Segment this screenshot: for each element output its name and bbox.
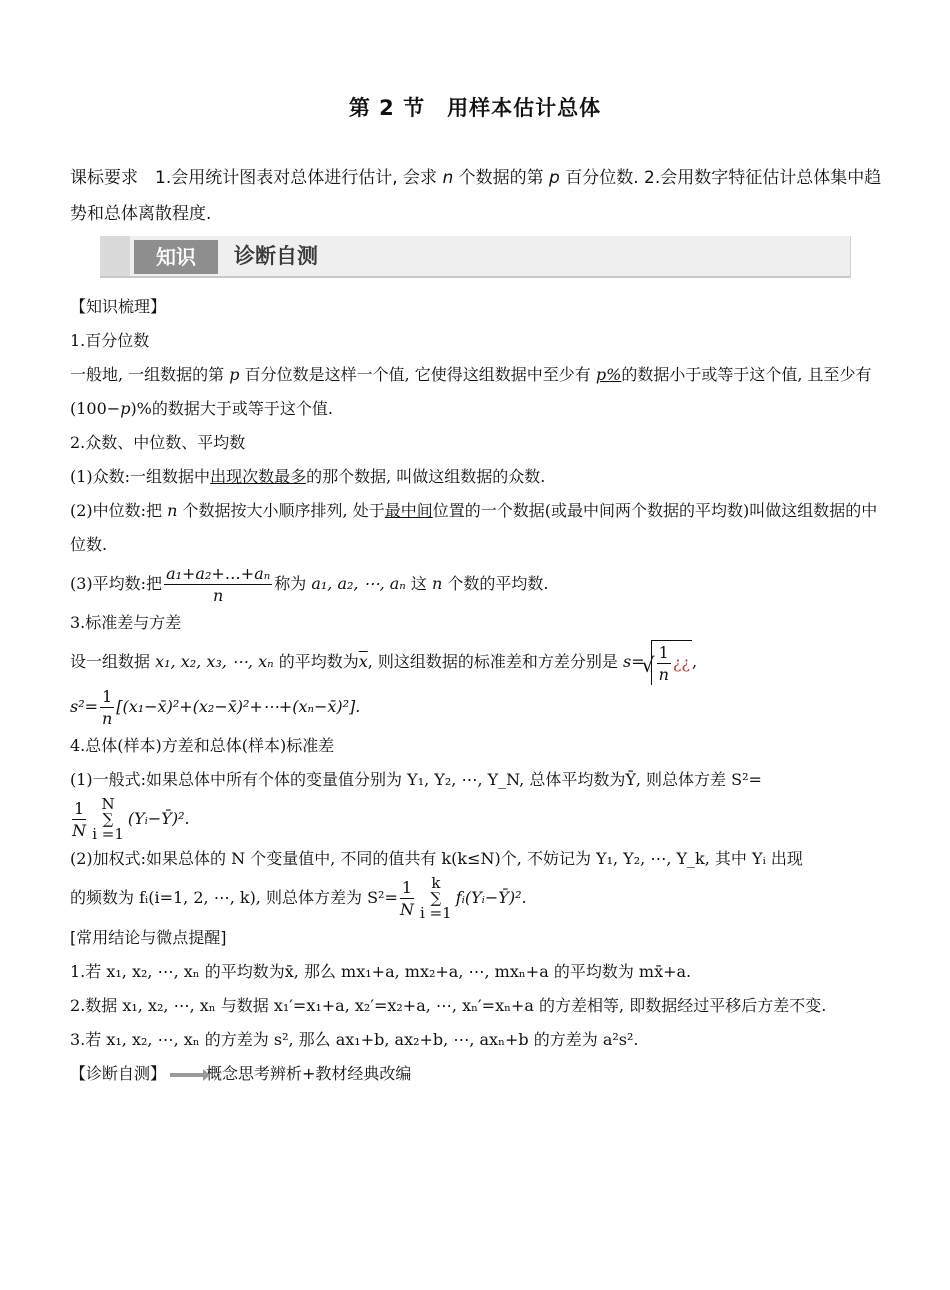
sqrt-symbol <box>651 640 692 685</box>
std-fraction <box>657 644 671 684</box>
page-title: 第 2 节 用样本估计总体 <box>348 96 602 120</box>
mean-fraction-denominator: n <box>212 585 224 605</box>
weighted-fraction-numerator: 1 <box>401 877 413 897</box>
weighted-sum-bottom: i =1 <box>420 904 452 922</box>
mean-fraction-numerator: a₁+a₂+…+aₙ <box>166 563 271 583</box>
mode-underline: 出现次数最多 <box>210 467 307 486</box>
mode-definition <box>70 460 885 494</box>
percentile-p: p <box>229 365 240 384</box>
std-heading: 3.标准差与方差 <box>70 613 182 632</box>
general-sum-bottom: i =1 <box>92 825 124 843</box>
knowledge-heading: 【知识梳理】 <box>70 297 167 316</box>
mode-text-a: (1)众数:一组数据中 <box>70 467 211 486</box>
median-text-a: (2)中位数:把 <box>70 501 168 520</box>
general-formula-text: (1)一般式:如果总体中所有个体的变量值分别为 Y₁, Y₂, ⋯, Y_N, 总体平均数为Ȳ, 则总体方差 S²= <box>70 770 762 789</box>
section-banner-title: 诊断自测 <box>234 244 318 268</box>
percentile-text-3: 的数据小于或等于这个值, 且至少有(100− <box>70 365 872 418</box>
percentile-p2: p <box>120 399 131 418</box>
weighted-fraction <box>400 879 414 919</box>
main-content <box>70 290 885 1091</box>
conclusion-1: 1.若 x₁, x₂, ⋯, xₙ 的平均数为x̄, 那么 mx₁+a, mx₂+a, ⋯, mxₙ+a 的平均数为 mx̄+a. <box>70 962 692 981</box>
mean-fraction <box>164 565 272 605</box>
population-heading: 4.总体(样本)方差和总体(样本)标准差 <box>70 736 335 755</box>
diagnosis-subtitle: 概念思考辨析+教材经典改编 <box>206 1064 412 1083</box>
diagnosis-heading: 【诊断自测】 <box>70 1064 167 1083</box>
variance-fraction-denominator: n <box>101 708 113 728</box>
sigma-icon: ∑ <box>102 810 114 828</box>
percentile-heading: 1.百分位数 <box>70 331 150 350</box>
percentile-definition <box>70 358 885 426</box>
diagnosis-heading-line <box>70 1057 885 1091</box>
requirement-p: p <box>549 168 560 188</box>
median-text-b: 个数据按大小顺序排列, 处于 <box>177 501 385 520</box>
variance-rhs: [(x₁−x̄)²+(x₂−x̄)²+⋯+(xₙ−x̄)²]. <box>116 697 361 716</box>
variance-fraction-numerator: 1 <box>102 686 113 706</box>
general-fraction-denominator: N <box>72 820 87 840</box>
std-list: x₁, x₂, x₃, ⋯, xₙ <box>155 652 274 671</box>
mean-text-a: (3)平均数:把 <box>70 574 163 593</box>
common-conclusions-heading: [常用结论与微点提醒] <box>70 928 227 947</box>
averages-heading: 2.众数、中位数、平均数 <box>70 433 246 452</box>
percentile-text-2: 百分位数是这样一个值, 它使得这组数据中至少有 <box>239 365 596 384</box>
median-n: n <box>167 501 178 520</box>
arrow-right-icon <box>170 1073 204 1077</box>
curriculum-requirement <box>70 160 882 232</box>
garbled-text: ¿¿ <box>672 653 690 672</box>
std-text-2: 的平均数为 <box>273 652 359 671</box>
variance-lhs: s²= <box>70 697 99 716</box>
requirement-text-b: 个数据的第 <box>453 168 550 188</box>
std-fraction-denominator: n <box>658 664 669 684</box>
general-term: (Yᵢ−Ȳ)². <box>127 809 190 828</box>
variance-formula <box>70 685 885 729</box>
weighted-sum-top: k <box>431 874 441 892</box>
general-sum <box>92 797 124 842</box>
std-fraction-numerator: √ 1 <box>658 642 669 662</box>
std-text-3: , 则这组数据的标准差和方差分别是 <box>367 652 623 671</box>
conclusion-2: 2.数据 x₁, x₂, ⋯, xₙ 与数据 x₁′=x₁+a, x₂′=x₂+a, ⋯, xₙ′=xₙ+a 的方差相等, 即数据经过平移后方差不变. <box>70 996 827 1015</box>
requirement-text-a: 1.会用统计图表对总体进行估计, 会求 <box>138 168 443 188</box>
mode-text-b: 的那个数据, 叫做这组数据的众数. <box>306 467 546 486</box>
std-s-eq: s= <box>623 652 645 671</box>
median-definition <box>70 494 885 562</box>
percentile-underline: p% <box>595 365 622 384</box>
section-banner-tag: 知识 <box>134 240 218 274</box>
mean-n: n <box>431 574 443 593</box>
mean-definition <box>70 562 885 606</box>
std-comma: , <box>691 652 698 671</box>
mean-text-d: 个数的平均数. <box>442 574 549 593</box>
percentile-text-1: 一般地, 一组数据的第 <box>70 365 230 384</box>
requirement-text-c: 百分位数. 2.会用数字特征估计总体集中趋势和总体离散程度. <box>70 168 882 224</box>
weighted-term: fᵢ(Yᵢ−Ȳ)². <box>455 888 527 907</box>
weighted-sum <box>420 876 452 921</box>
mean-text-c: 这 <box>405 574 432 593</box>
section-banner <box>100 236 851 278</box>
conclusion-3: 3.若 x₁, x₂, ⋯, xₙ 的方差为 s², 那么 ax₁+b, ax₂+b, ⋯, axₙ+b 的方差为 a²s². <box>70 1030 639 1049</box>
percentile-text-4: )%的数据大于或等于这个值. <box>130 399 333 418</box>
requirement-n: n <box>442 168 454 188</box>
mean-list: a₁, a₂, ⋯, aₙ <box>311 574 406 593</box>
std-xbar: $\overline{x}$ <box>358 652 368 671</box>
sigma-icon-2: ∑ <box>430 889 442 907</box>
general-fraction-numerator: 1 <box>74 798 85 818</box>
std-text-1: 设一组数据 <box>70 652 156 671</box>
weighted-formula <box>70 876 885 921</box>
std-definition <box>70 640 885 685</box>
variance-fraction <box>100 688 114 728</box>
requirement-label: 课标要求 <box>70 168 138 188</box>
median-underline: 最中间 <box>384 501 433 520</box>
general-fraction <box>72 800 86 840</box>
general-sum-top: N <box>101 795 115 813</box>
weighted-formula-text-2: 的频数为 fᵢ(i=1, 2, ⋯, k), 则总体方差为 S²= <box>70 888 398 907</box>
median-text-c: 位置的一个数据(或最中间两个数据的平均数)叫做这组数据的中位数. <box>70 501 878 554</box>
weighted-fraction-denominator: N <box>399 899 414 919</box>
weighted-formula-text: (2)加权式:如果总体的 N 个变量值中, 不同的值共有 k(k≤N)个, 不妨记为 Y₁, Y₂, ⋯, Y_k, 其中 Yᵢ 出现 <box>70 849 803 868</box>
general-formula <box>70 797 885 842</box>
mean-text-b: 称为 <box>274 574 312 593</box>
